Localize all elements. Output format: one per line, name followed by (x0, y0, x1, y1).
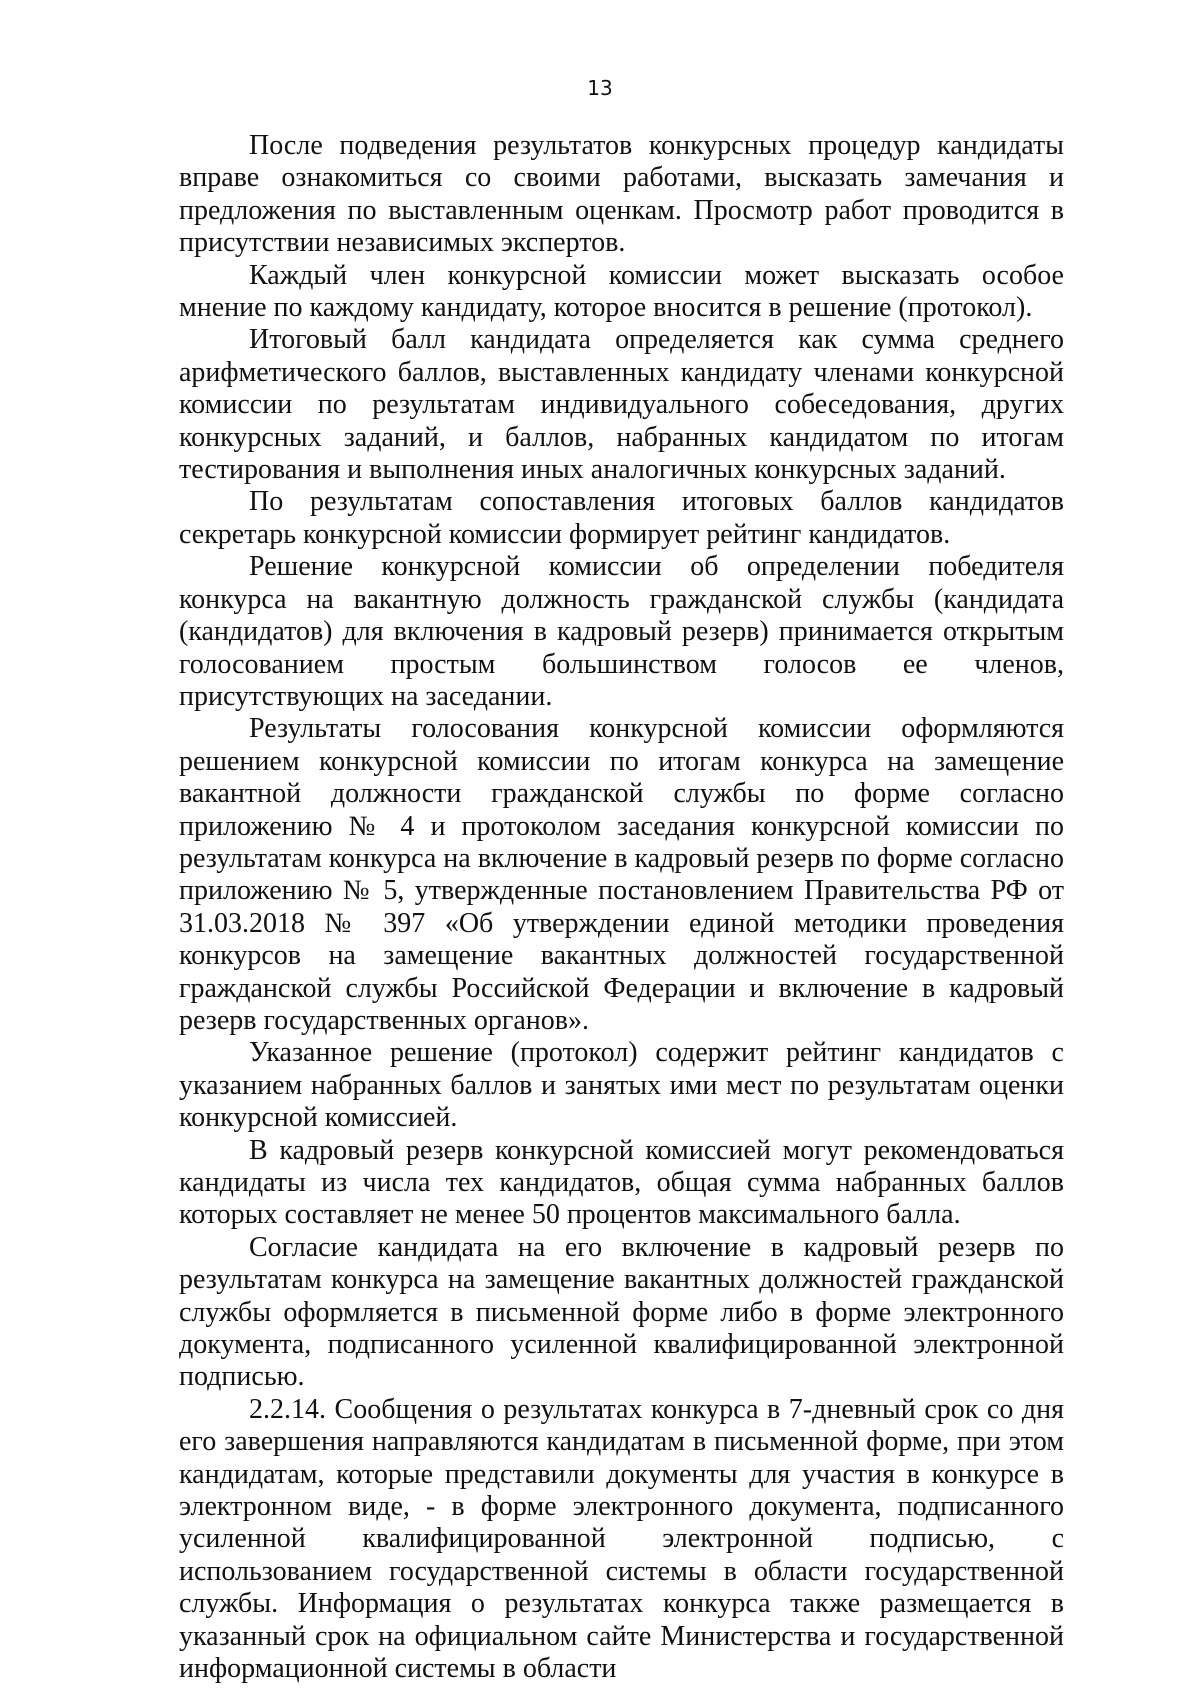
paragraph-special-opinion: Каждый член конкурсной комиссии может высказать особое мнение по каждому кандидату, которое вносится в решение (протокол). (179, 259, 1064, 324)
paragraph-winner-decision: Решение конкурсной комиссии об определении победителя конкурса на вакантную должность гражданской службы (кандидата (кандидатов) для включения в кадровый резерв) принимается открытым голосованием простым большинством голосов ее членов, присутствующих на заседании. (179, 551, 1064, 712)
paragraph-personnel-reserve: В кадровый резерв конкурсной комиссией могут рекомендоваться кандидаты из числа тех кандидатов, общая сумма набранных баллов которых составляет не менее 50 процентов максимального балла. (179, 1134, 1064, 1231)
paragraph-review-works: После подведения результатов конкурсных процедур кандидаты вправе ознакомиться со своими работами, высказать замечания и предложения по выставленным оценкам. Просмотр работ проводится в присутствии независимых экспертов. (179, 130, 1064, 259)
paragraph-voting-results: Результаты голосования конкурсной комиссии оформляются решением конкурсной комиссии по итогам конкурса на замещение вакантной должности гражданской службы по форме согласно приложению № 4 и протоколом заседания конкурсной комиссии по результатам конкурса на включение в кадровый резерв по форме согласно приложению № 5, утвержденные постановлением Правительства РФ от 31.03.2018 № 397 «Об утверждении единой методики проведения конкурсов на замещение вакантных должностей государственной гражданской службы Российской Федерации и включение в кадровый резерв государственных органов». (179, 713, 1064, 1036)
paragraph-consent: Согласие кандидата на его включение в кадровый резерв по результатам конкурса на замещение вакантных должностей гражданской службы оформляется в письменной форме либо в форме электронного документа, подписанного усиленной квалифицированной электронной подписью. (179, 1231, 1064, 1393)
paragraph-rating: По результатам сопоставления итоговых баллов кандидатов секретарь конкурсной комиссии формирует рейтинг кандидатов. (179, 486, 1064, 550)
paragraph-notification: 2.2.14. Сообщения о результатах конкурса в 7-дневный срок со дня его завершения направляются кандидатам в письменной форме, при этом кандидатам, которые представили документы для участия в конкурсе в электронном виде, - в форме электронного документа, подписанного усиленной квалифицированной электронной подписью, с использованием государственной системы в области государственной службы. Информация о результатах конкурса также размещается в указанный срок на официальном сайте Министерства и государственной информационной системы в области (179, 1393, 1064, 1685)
paragraph-final-score: Итоговый балл кандидата определяется как сумма среднего арифметического баллов, выставленных кандидату членами конкурсной комиссии по результатам индивидуального собеседования, других конкурсных заданий, и баллов, набранных кандидатом по итогам тестирования и выполнения иных аналогичных конкурсных заданий. (179, 324, 1064, 486)
page-number: 13 (587, 76, 613, 100)
paragraph-decision-rating: Указанное решение (протокол) содержит рейтинг кандидатов с указанием набранных баллов и занятых ими мест по результатам оценки конкурсной комиссией. (179, 1037, 1064, 1134)
document-body (179, 130, 1064, 1686)
